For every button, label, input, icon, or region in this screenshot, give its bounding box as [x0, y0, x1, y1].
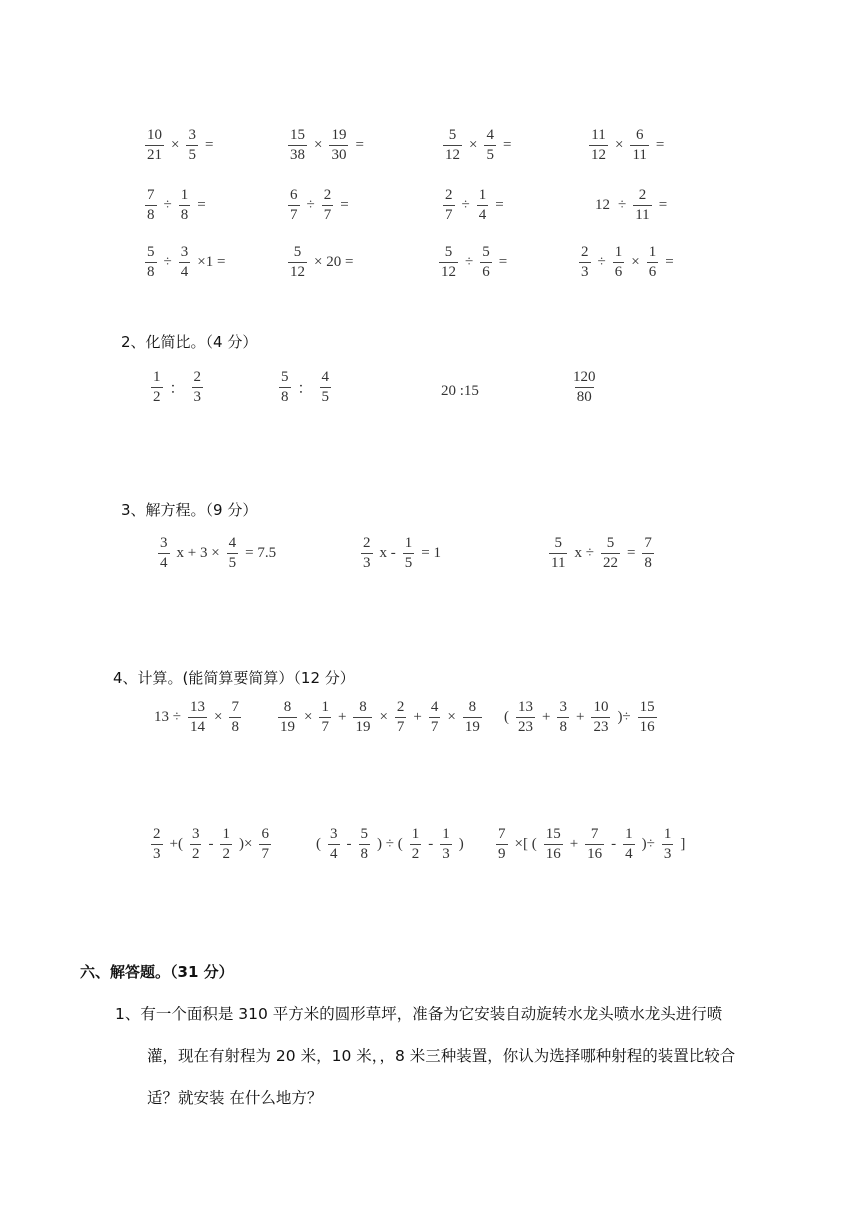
fraction — [439, 245, 458, 280]
operator: ÷ — [163, 254, 172, 270]
expr-2-4 — [591, 188, 671, 223]
fraction — [145, 188, 157, 223]
operator: x - — [379, 545, 396, 561]
operator: ÷ — [465, 254, 474, 270]
fraction — [496, 827, 508, 862]
numerator: 1 — [321, 699, 329, 715]
operator: = — [498, 254, 508, 270]
denominator: 2 — [411, 846, 420, 862]
operator: × — [171, 137, 180, 153]
numerator: 8 — [359, 699, 367, 715]
denominator: 5 — [486, 147, 494, 163]
numerator: 2 — [153, 826, 161, 842]
numerator: 5 — [554, 535, 562, 551]
operator: 12 — [595, 197, 610, 213]
numerator: 5 — [360, 826, 368, 842]
denominator: 2 — [191, 846, 200, 862]
fraction — [516, 700, 535, 735]
operator: ( — [316, 836, 321, 852]
ratio-4 — [568, 370, 601, 405]
fraction — [571, 370, 598, 405]
operator: ： — [297, 381, 313, 397]
denominator: 19 — [464, 719, 480, 735]
fraction — [145, 245, 157, 280]
operator: × — [469, 137, 478, 153]
equation-1 — [155, 536, 280, 571]
denominator: 12 — [445, 147, 460, 163]
numerator: 4 — [486, 127, 494, 143]
question-1-line-3: 适？就安装 在什么地方？ — [147, 1089, 323, 1107]
numerator: 2 — [581, 244, 589, 260]
denominator: 3 — [363, 555, 371, 571]
numerator: 7 — [147, 187, 155, 203]
fraction — [188, 700, 207, 735]
fraction — [322, 188, 334, 223]
operator: = — [340, 197, 349, 213]
fraction — [630, 128, 648, 163]
denominator: 4 — [625, 846, 633, 862]
operator: )÷ — [641, 836, 655, 852]
denominator: 3 — [193, 389, 202, 405]
numerator: 3 — [180, 244, 189, 260]
denominator: 2 — [153, 389, 161, 405]
denominator: 16 — [639, 719, 655, 735]
numerator: 2 — [323, 187, 332, 203]
numerator: 15 — [290, 127, 305, 143]
numerator: 8 — [283, 699, 292, 715]
numerator: 3 — [188, 127, 196, 143]
operator: - — [346, 836, 352, 852]
expr-3-3 — [436, 245, 511, 280]
expr-3-1 — [142, 245, 229, 280]
denominator: 7 — [323, 207, 332, 223]
denominator: 8 — [147, 264, 155, 280]
operator: ： — [169, 381, 185, 397]
denominator: 8 — [147, 207, 155, 223]
operator: = — [502, 137, 512, 153]
operator: ÷ — [163, 197, 172, 213]
fraction — [633, 188, 651, 223]
expr-2-2 — [285, 188, 353, 223]
denominator: 4 — [180, 264, 189, 280]
operator: - — [611, 836, 617, 852]
fraction — [480, 245, 492, 280]
denominator: 8 — [559, 719, 567, 735]
numerator: 120 — [573, 369, 596, 385]
fraction — [443, 188, 455, 223]
ratio-1 — [148, 370, 206, 405]
numerator: 10 — [147, 127, 162, 143]
numerator: 4 — [321, 369, 330, 385]
numerator: 1 — [614, 244, 623, 260]
denominator: 8 — [231, 719, 239, 735]
numerator: 8 — [468, 699, 477, 715]
fraction — [158, 536, 170, 571]
denominator: 3 — [153, 846, 161, 862]
numerator: 10 — [593, 699, 609, 715]
fraction — [642, 536, 654, 571]
denominator: 7 — [396, 719, 405, 735]
fraction — [328, 827, 340, 862]
numerator: 7 — [644, 535, 652, 551]
operator: ( — [504, 709, 509, 725]
question-1-line-1: 1、有一个面积是 310 平方米的圆形草坪，准备为它安装自动旋转水龙头喷水龙头进行喷 — [115, 1005, 723, 1023]
numerator: 5 — [448, 127, 457, 143]
calc-1-3 — [500, 700, 660, 735]
expr-1-4 — [586, 128, 668, 163]
calc-1-1 — [150, 700, 244, 735]
operator: × — [631, 254, 640, 270]
denominator: 8 — [281, 389, 289, 405]
denominator: 7 — [321, 719, 329, 735]
fraction — [662, 827, 674, 862]
numerator: 5 — [293, 244, 302, 260]
denominator: 5 — [321, 389, 330, 405]
operator: = — [655, 137, 665, 153]
numerator: 5 — [482, 244, 490, 260]
fraction — [329, 128, 348, 163]
numerator: 7 — [590, 826, 599, 842]
denominator: 6 — [482, 264, 490, 280]
numerator: 5 — [147, 244, 155, 260]
fraction — [259, 827, 271, 862]
fraction — [361, 536, 373, 571]
denominator: 8 — [644, 555, 652, 571]
fraction — [359, 827, 371, 862]
numerator: 1 — [404, 535, 413, 551]
numerator: 2 — [363, 535, 371, 551]
numerator: 3 — [559, 699, 567, 715]
fraction — [589, 128, 608, 163]
denominator: 4 — [160, 555, 168, 571]
numerator: 2 — [638, 187, 647, 203]
numerator: 13 — [189, 699, 205, 715]
fraction — [186, 128, 198, 163]
operator: = — [665, 254, 674, 270]
fraction — [279, 370, 291, 405]
fraction — [463, 700, 482, 735]
numerator: 2 — [396, 699, 405, 715]
fraction — [549, 536, 567, 571]
expr-2-3 — [440, 188, 508, 223]
expr-3-4 — [576, 245, 678, 280]
denominator: 5 — [188, 147, 196, 163]
operator: = — [355, 137, 364, 153]
numerator: 4 — [228, 535, 237, 551]
numerator: 1 — [180, 187, 189, 203]
fraction — [190, 827, 202, 862]
operator: = — [626, 545, 636, 561]
fraction — [229, 700, 241, 735]
operator: = — [204, 137, 214, 153]
fraction — [288, 245, 307, 280]
operator: ) — [458, 836, 464, 852]
fraction — [484, 128, 496, 163]
operator: × — [304, 709, 313, 725]
operator: × — [615, 137, 624, 153]
denominator: 9 — [498, 846, 506, 862]
fraction — [151, 827, 163, 862]
numerator: 19 — [331, 127, 347, 143]
operator: - — [208, 836, 214, 852]
fraction — [319, 700, 331, 735]
denominator: 5 — [404, 555, 413, 571]
operator: + — [575, 709, 585, 725]
operator: = — [658, 197, 668, 213]
denominator: 5 — [228, 555, 237, 571]
denominator: 11 — [551, 555, 566, 571]
fraction — [601, 536, 620, 571]
denominator: 38 — [290, 147, 305, 163]
numerator: 3 — [191, 826, 200, 842]
denominator: 7 — [445, 207, 453, 223]
operator: × — [379, 709, 388, 725]
operator: )÷ — [617, 709, 631, 725]
fraction — [410, 827, 422, 862]
numerator: 1 — [478, 187, 487, 203]
numerator: 1 — [442, 826, 450, 842]
operator: ÷ — [597, 254, 606, 270]
operator: = 1 — [421, 545, 441, 561]
fraction — [638, 700, 657, 735]
denominator: 19 — [355, 719, 371, 735]
denominator: 30 — [331, 147, 347, 163]
denominator: 14 — [189, 719, 205, 735]
denominator: 3 — [663, 846, 672, 862]
numerator: 11 — [591, 127, 606, 143]
denominator: 12 — [290, 264, 305, 280]
fraction — [145, 128, 164, 163]
denominator: 22 — [602, 555, 618, 571]
fraction — [613, 245, 625, 280]
numerator: 2 — [193, 369, 202, 385]
denominator: 80 — [576, 389, 592, 405]
fraction — [591, 700, 610, 735]
fraction — [395, 700, 407, 735]
denominator: 7 — [261, 846, 269, 862]
numerator: 5 — [606, 535, 615, 551]
fraction — [227, 536, 239, 571]
ratio-3 — [437, 383, 483, 400]
denominator: 12 — [441, 264, 456, 280]
numerator: 4 — [430, 699, 439, 715]
equation-2 — [358, 536, 445, 571]
numerator: 1 — [411, 826, 420, 842]
operator: ] — [680, 836, 686, 852]
operator: )× — [238, 836, 253, 852]
operator: ×[ ( — [514, 836, 537, 852]
numerator: 1 — [625, 826, 633, 842]
operator: 20 :15 — [441, 383, 479, 399]
expr-2-1 — [142, 188, 210, 223]
denominator: 7 — [290, 207, 298, 223]
numerator: 6 — [261, 826, 269, 842]
denominator: 2 — [222, 846, 230, 862]
equation-3 — [546, 536, 657, 571]
fraction — [585, 827, 604, 862]
section-3-heading: 3、解方程。（9 分） — [121, 501, 258, 519]
operator: ÷ — [306, 197, 315, 213]
fraction — [557, 700, 569, 735]
denominator: 16 — [545, 846, 561, 862]
fraction — [440, 827, 452, 862]
fraction — [429, 700, 441, 735]
denominator: 12 — [591, 147, 606, 163]
numerator: 7 — [231, 699, 239, 715]
numerator: 1 — [648, 244, 657, 260]
operator: = — [197, 197, 206, 213]
denominator: 7 — [430, 719, 439, 735]
section-2-heading: 2、化简比。（4 分） — [121, 333, 258, 351]
fraction — [288, 128, 307, 163]
question-1-line-2: 灌，现在有射程为 20 米，10 米，，8 米三种装置，你认为选择哪种射程的装置比较合 — [147, 1047, 736, 1065]
fraction — [403, 536, 415, 571]
numerator: 2 — [445, 187, 453, 203]
fraction — [278, 700, 297, 735]
denominator: 6 — [648, 264, 657, 280]
numerator: 15 — [639, 699, 655, 715]
numerator: 13 — [518, 699, 533, 715]
operator: × — [447, 709, 456, 725]
denominator: 21 — [147, 147, 162, 163]
numerator: 15 — [545, 826, 561, 842]
fraction — [353, 700, 372, 735]
denominator: 16 — [587, 846, 603, 862]
calc-2-2 — [312, 827, 468, 862]
fraction — [647, 245, 659, 280]
fraction — [443, 128, 462, 163]
operator: - — [428, 836, 434, 852]
fraction — [288, 188, 300, 223]
operator: x ÷ — [574, 545, 594, 561]
numerator: 5 — [444, 244, 453, 260]
expr-1-1 — [142, 128, 217, 163]
numerator: 7 — [498, 826, 506, 842]
operator: ÷ — [618, 197, 627, 213]
numerator: 5 — [281, 369, 289, 385]
denominator: 3 — [442, 846, 450, 862]
operator: + — [569, 836, 579, 852]
fraction — [179, 245, 191, 280]
fraction — [579, 245, 591, 280]
numerator: 1 — [663, 826, 672, 842]
expr-1-3 — [440, 128, 515, 163]
operator: × — [213, 709, 223, 725]
denominator: 11 — [632, 147, 647, 163]
fraction — [220, 827, 232, 862]
operator: x + 3 × — [176, 545, 220, 561]
operator: = — [495, 197, 504, 213]
expr-3-2 — [285, 245, 357, 280]
denominator: 23 — [593, 719, 609, 735]
expr-1-2 — [285, 128, 368, 163]
operator: + — [337, 709, 347, 725]
section-4-heading: 4、计算。(能简算要简算）（12 分） — [113, 669, 355, 687]
numerator: 6 — [635, 127, 644, 143]
denominator: 23 — [518, 719, 533, 735]
section-6-heading: 六、解答题。（31 分） — [80, 963, 234, 981]
denominator: 6 — [614, 264, 623, 280]
operator: ) ÷ ( — [377, 836, 403, 852]
operator: × — [314, 137, 323, 153]
operator: + — [542, 709, 551, 725]
operator: ×1 = — [197, 254, 226, 270]
numerator: 1 — [222, 826, 230, 842]
numerator: 1 — [153, 369, 161, 385]
fraction — [192, 370, 204, 405]
ratio-2 — [276, 370, 334, 405]
operator: +( — [169, 836, 183, 852]
fraction — [544, 827, 563, 862]
denominator: 19 — [280, 719, 295, 735]
fraction — [477, 188, 489, 223]
operator: = 7.5 — [245, 545, 277, 561]
operator: 13 ÷ — [154, 709, 181, 725]
denominator: 8 — [360, 846, 368, 862]
denominator: 4 — [478, 207, 487, 223]
operator: × 20 = — [314, 254, 354, 270]
calc-2-3 — [493, 827, 689, 862]
calc-1-2 — [275, 700, 485, 735]
numerator: 3 — [160, 535, 168, 551]
denominator: 3 — [581, 264, 589, 280]
denominator: 8 — [180, 207, 189, 223]
calc-2-1 — [148, 827, 274, 862]
fraction — [320, 370, 332, 405]
denominator: 11 — [635, 207, 650, 223]
operator: + — [413, 709, 422, 725]
numerator: 3 — [330, 826, 338, 842]
operator: ÷ — [461, 197, 470, 213]
denominator: 4 — [330, 846, 338, 862]
fraction — [179, 188, 191, 223]
numerator: 6 — [290, 187, 298, 203]
fraction — [151, 370, 163, 405]
fraction — [623, 827, 635, 862]
